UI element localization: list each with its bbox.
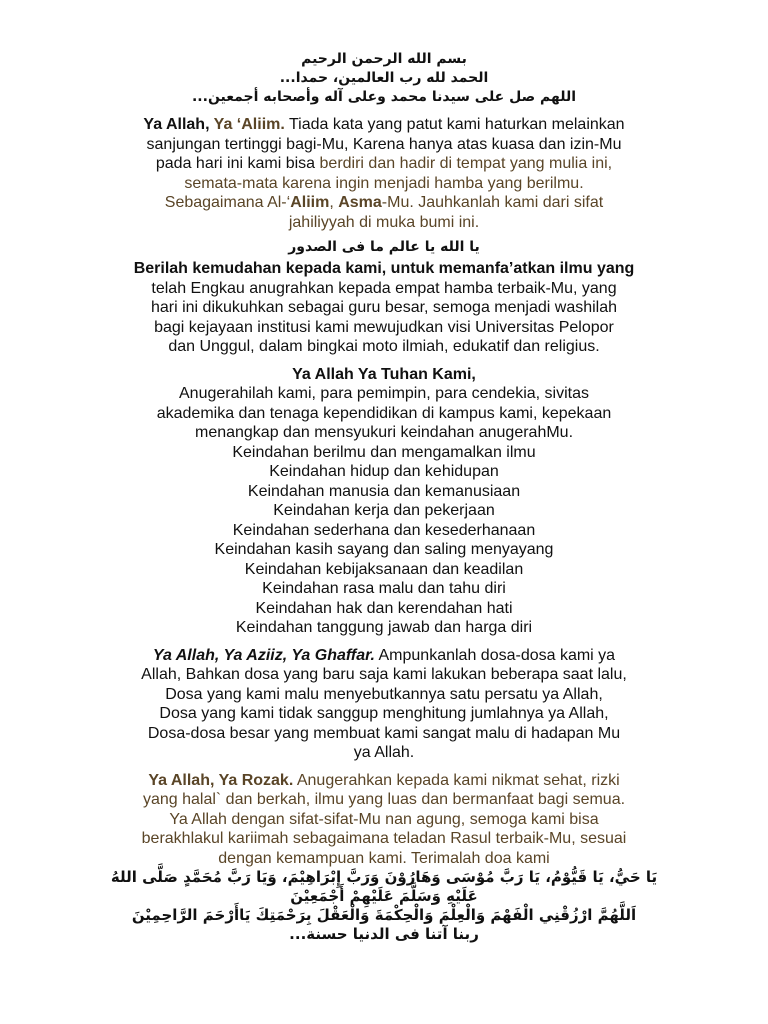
list-item: Keindahan hak dan kerendahan hati bbox=[255, 599, 513, 617]
para1-text3b: berdiri dan hadir di tempat yang mulia ini, bbox=[319, 155, 613, 172]
para3-heading: Ya Allah Ya Tuhan Kami, bbox=[292, 365, 476, 383]
para2-line5: dan Unggul, dalam bingkai moto ilmiah, edukatif dan religius. bbox=[168, 338, 600, 355]
para5-text1: Anugerahkan kepada kami nikmat sehat, rizki bbox=[293, 771, 620, 789]
list-item: Keindahan manusia dan kemanusiaan bbox=[247, 482, 521, 500]
para2-line2: telah Engkau anugrahkan kepada empat hamba terbaik-Mu, yang bbox=[151, 279, 617, 297]
doa-line2: عَلَيْهِ وَسَلَّمَ عَلَيْهِمْ أَجْمَعِيْنَ bbox=[290, 887, 478, 905]
para1-text5e: -Mu. Jauhkanlah kami dari sifat bbox=[381, 194, 604, 211]
para1-line3 bbox=[100, 154, 668, 174]
para4-line1 bbox=[100, 646, 668, 666]
arabic-subheading: يا الله يا عالم ما فى الصدور bbox=[288, 239, 480, 255]
para5-line1 bbox=[100, 771, 668, 791]
arabic-doa bbox=[100, 868, 668, 944]
paragraph-kemudahan bbox=[100, 259, 668, 357]
para4-lead: Ya Allah, Ya Aziiz, Ya Ghaffar. bbox=[152, 646, 375, 664]
paragraph-aliim bbox=[100, 115, 668, 232]
list-item: Keindahan hidup dan kehidupan bbox=[269, 463, 499, 480]
list-item: Keindahan berilmu dan mengamalkan ilmu bbox=[232, 443, 536, 461]
paragraph-ghaffar bbox=[100, 646, 668, 763]
para1-text1: Tiada kata yang patut kami haturkan melainkan bbox=[284, 116, 625, 133]
para5-line3: Ya Allah dengan sifat-sifat-Mu nan agung, semoga kami bisa bbox=[169, 810, 599, 828]
para1-line5 bbox=[100, 193, 668, 213]
para1-line1 bbox=[100, 115, 668, 135]
para1-text5d: Asma bbox=[338, 194, 382, 211]
doa-line4: ربنا آتنا فى الدنيا حسنة... bbox=[289, 925, 479, 943]
para1-line2: sanjungan tertinggi bagi-Mu, Karena hanya atas kuasa dan izin-Mu bbox=[146, 135, 622, 153]
para3-line3: menangkap dan mensyukuri keindahan anugerahMu. bbox=[194, 424, 574, 441]
para4-line4: Dosa yang kami tidak sanggup menghitung jumlahnya ya Allah, bbox=[159, 705, 609, 722]
paragraph-rozak bbox=[100, 771, 668, 869]
para1-lead-aliim: Ya ‘Aliim. bbox=[213, 116, 285, 133]
para1-line6: jahiliyyah di muka bumi ini. bbox=[288, 213, 480, 231]
list-item: Keindahan kerja dan pekerjaan bbox=[273, 502, 495, 519]
para4-line3: Dosa yang kami malu menyebutkannya satu persatu ya Allah, bbox=[165, 685, 603, 703]
paragraph-tuhan-kami bbox=[100, 365, 668, 638]
para3-line2: akademika dan tenaga kependidikan di kampus kami, kepekaan bbox=[156, 404, 612, 422]
para4-line2: Allah, Bahkan dosa yang baru saja kami lakukan beberapa saat lalu, bbox=[141, 666, 627, 683]
doa-line1: يَا حَيُّ، يَا قَيُّوْمُ، يَا رَبَّ مُوْسَى وَهَارُوْنَ وَرَبَّ إِبْرَاهِيْمَ، وَيَا رَبَّ مُحَمَّدٍ صَلَّى اللهُ bbox=[110, 868, 658, 886]
para4-line5: Dosa-dosa besar yang membuat kami sangat malu di hadapan Mu bbox=[147, 724, 621, 742]
para5-line4: berakhlakul kariimah sebagaimana teladan Rasul terbaik-Mu, sesuai bbox=[141, 830, 627, 847]
para1-text5a: Sebagaimana Al-‘ bbox=[164, 194, 291, 211]
para1-text3a: pada hari ini kami bisa bbox=[155, 155, 320, 172]
list-item: Keindahan tanggung jawab dan harga diri bbox=[235, 619, 533, 636]
para5-line2: yang halal` dan berkah, ilmu yang luas dan bermanfaat bagi semua. bbox=[142, 791, 626, 808]
list-item: Keindahan kebijaksanaan dan keadilan bbox=[244, 560, 524, 578]
para4-line6: ya Allah. bbox=[353, 744, 415, 761]
para1-lead: Ya Allah, bbox=[143, 116, 214, 133]
para3-line1: Anugerahilah kami, para pemimpin, para cendekia, sivitas bbox=[179, 385, 589, 402]
para1-line4: semata-mata karena ingin menjadi hamba yang berilmu. bbox=[184, 174, 584, 192]
shalawat: اللهم صل على سيدنا محمد وعلى آله وأصحابه أجمعين... bbox=[191, 89, 577, 105]
basmalah: بسم الله الرحمن الرحيم bbox=[301, 51, 467, 67]
para2-line1: Berilah kemudahan kepada kami, untuk memanfa’atkan ilmu yang bbox=[133, 260, 635, 277]
list-item: Keindahan kasih sayang dan saling menyayang bbox=[214, 541, 554, 558]
doa-line3: اَللَّهُمَّ ارْزُقْنِي الْفَهْمَ وَالْعِلْمَ وَالْحِكْمَةَ وَالْعَقْلَ بِرَحْمَتِكَ يَاأَرْحَمَ الرَّاحِمِيْنَ bbox=[131, 906, 637, 924]
para2-line4: bagi kejayaan institusi kami mewujudkan visi Universitas Pelopor bbox=[154, 318, 614, 336]
list-item: Keindahan sederhana dan kesederhanaan bbox=[232, 521, 536, 539]
list-item: Keindahan rasa malu dan tahu diri bbox=[262, 580, 506, 597]
para5-line5: dengan kemampuan kami. Terimalah doa kami bbox=[218, 849, 550, 867]
para2-line3: hari ini dikukuhkan sebagai guru besar, semoga menjadi washilah bbox=[150, 299, 618, 316]
arabic-header bbox=[100, 50, 668, 107]
keindahan-list bbox=[100, 443, 668, 638]
hamdalah: الحمد لله رب العالمين، حمدا... bbox=[279, 70, 489, 86]
para1-text5b: Aliim bbox=[290, 194, 330, 211]
para5-lead: Ya Allah, Ya Rozak. bbox=[148, 771, 294, 789]
para1-text5c: , bbox=[329, 194, 339, 211]
para4-text1: Ampunkanlah dosa-dosa kami ya bbox=[374, 646, 616, 664]
